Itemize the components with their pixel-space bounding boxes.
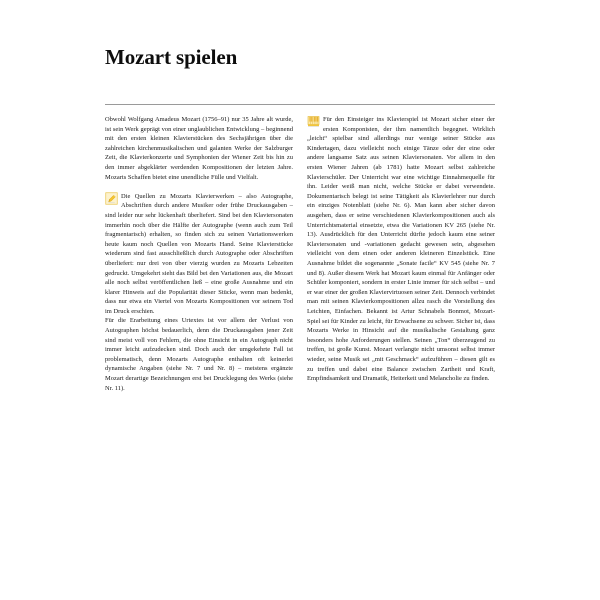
paragraph-spacer: [105, 182, 293, 192]
left-column: [105, 115, 293, 393]
paragraph-sources-text: Die Quellen zu Mozarts Klavierwerken – also Autographe, Abschriften durch andere Musiker oder frühe Druckausgaben – sind leider nur sehr lückenhaft überliefert. Sind bei den Klaviersonaten immerhin noch über die Hälfte der Autographe (wenn auch zum Teil fragmentarisch) erhalten, so finden sich zu seinen Variationswerken heute kaum noch Quellen von Mozarts Hand. Seine Klavierstücke wiederum sind fast ausschließlich durch Autographe oder Abschriften überliefert: nur drei von über vierzig wurden zu Mozarts Lebzeiten gedruckt. Umgekehrt sieht das Bild bei den Variationen aus, die Mozart alle noch selbst veröffentlichen ließ – eine große Ausnahme und ein klarer Hinweis auf die Popularität dieser Stücke, wenn man bedenkt, dass nur etwa ein Viertel von Mozarts Kompositionen vor seinem Tod im Druck erschien.: [105, 192, 293, 315]
paragraph-sources: [105, 192, 293, 317]
page-content: [105, 46, 495, 393]
paragraph-beginners: [307, 115, 495, 384]
paragraph-intro: Obwohl Wolfgang Amadeus Mozart (1756–91) nur 35 Jahre alt wurde, ist sein Werk geprägt von einer unglaublichen Entwicklung – beginnend mit den ersten kleinen Klavierstücken des Sechsjährigen über die zahlreichen kirchenmusikalischen und galanten Werke der Salzburger Zeit, die Klavierkonzerte und Symphonien der Wiener Zeit bis hin zu den immer abgeklärter werdenden Kompositionen der letzten Jahre. Mozarts Schaffen bietet eine unendliche Fülle und Vielfalt.: [105, 116, 293, 181]
paragraph-beginners-text: Für den Einsteiger ins Klavierspiel ist Mozart sicher einer der ersten Komponisten, der ihm namentlich begegnet. Wirklich „leicht“ spielbar sind allerdings nur wenige seiner Stücke aus Kindertagen, dazu vielleicht noch einige Tänze oder der eine oder andere langsame Satz aus seinen Klaviersonaten. Vor allem in den ersten Wiener Jahren (ab 1781) hatte Mozart selbst zahlreiche Klavierschüler. Der Unterricht war eine wichtige Einnahmequelle für ihn. Leider weiß man nicht, welche Stücke er dabei verwendete. Dokumentarisch belegt ist seine Tätigkeit als Klavierlehrer nur durch ein einziges Notenblatt (siehe Nr. 6). Man kann aber sicher davon ausgehen, dass er seine verschiedenen Klavierkompositionen auch als Unterrichtsmaterial einsetzte, etwa die Variationen KV 265 (siehe Nr. 13). Ausdrücklich für den Unterricht dürfte jedoch kaum eine seiner Klaviersonaten und -variationen gedacht gewesen sein, abgesehen vielleicht von dem einen oder anderen kleineren Einzelstück. Eine Ausnahme bildet die sogenannte „Sonate facile“ KV 545 (siehe Nr. 7 und 8). Außer diesem Werk hat Mozart kaum einmal für Anfänger oder Schüler komponiert, sondern in erster Linie immer für sich selbst – und er war einer der großen Klaviervirtuosen seiner Zeit. Dennoch verbindet man mit seinen Klavierkompositionen allzu rasch die Vorstellung des Leichten, Einfachen. Bekannt ist Artur Schnabels Bonmot, Mozart-Spiel sei für Kinder zu leicht, für Erwachsene zu schwer. Sicher ist, dass Mozarts Werke in Hinsicht auf die musikalische Gestaltung ganz besonders hohe Anforderungen stellen. Seinen „Ton“ überzeugend zu treffen, ist große Kunst. Mozart verlangte nicht umsonst selbst immer wieder, seine Musik sei „mit Geschmack“ aufzuführen – diesen gilt es zu treffen und dabei eine Balance zwischen Zartheit und Kraft, Empfindsamkeit und Dramatik, Heiterkeit und Melancholie zu finden.: [307, 116, 495, 383]
paragraph-urtext: Für die Erarbeitung eines Urtextes ist vor allem der Verlust von Autographen höchst bedauerlich, denn die Druckausgaben jener Zeit sind meist voll von Fehlern, die ohne Einsicht in ein Autograph nicht immer leicht aufzudecken sind. Doch auch der umgekehrte Fall ist problematisch, denn Mozarts Autographe enthalten oft keinerlei dynamische Angaben (siehe Nr. 7 und Nr. 8) – meistens ergänzte Mozart derartige Bezeichnungen erst bei Drucklegung des Werks (siehe Nr. 11).: [105, 317, 293, 392]
right-column: [307, 115, 495, 384]
piano-keyboard-icon: [307, 115, 320, 128]
pencil-note-icon: [105, 192, 118, 205]
two-column-body: [105, 115, 495, 393]
title-divider: [105, 104, 495, 105]
page-title: Mozart spielen: [105, 45, 238, 69]
